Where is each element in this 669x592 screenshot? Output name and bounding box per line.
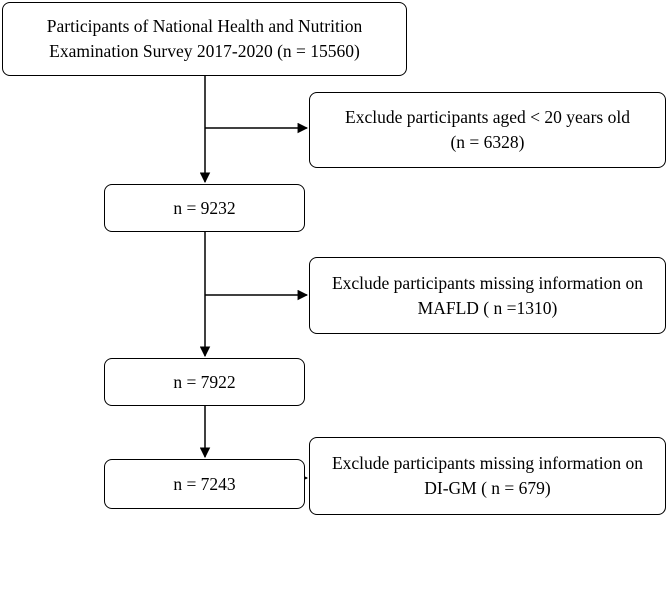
- exclusion-box-mafld-text: Exclude participants missing information on MAFLD ( n =1310): [331, 272, 644, 318]
- step-box-7922: [104, 358, 305, 406]
- step-box-7243: [104, 459, 305, 509]
- exclusion-box-digm-text: Exclude participants missing information on DI-GM ( n = 679): [331, 453, 644, 498]
- start-box-text: Participants of National Health and Nutrition Examination Survey 2017-2020 (n = 15560): [46, 16, 363, 61]
- exclusion-box-age-text: Exclude participants aged < 20 years old (n = 6328): [345, 107, 630, 152]
- step-box-9232: [104, 184, 305, 232]
- step-box-9232-text: n = 9232: [173, 197, 236, 218]
- exclusion-box-mafld: [309, 257, 666, 334]
- exclusion-box-age: [309, 92, 666, 168]
- step-box-7243-text: n = 7243: [173, 473, 236, 494]
- step-box-7922-text: n = 7922: [173, 371, 236, 392]
- exclusion-box-digm: [309, 437, 666, 515]
- start-box: [2, 2, 407, 76]
